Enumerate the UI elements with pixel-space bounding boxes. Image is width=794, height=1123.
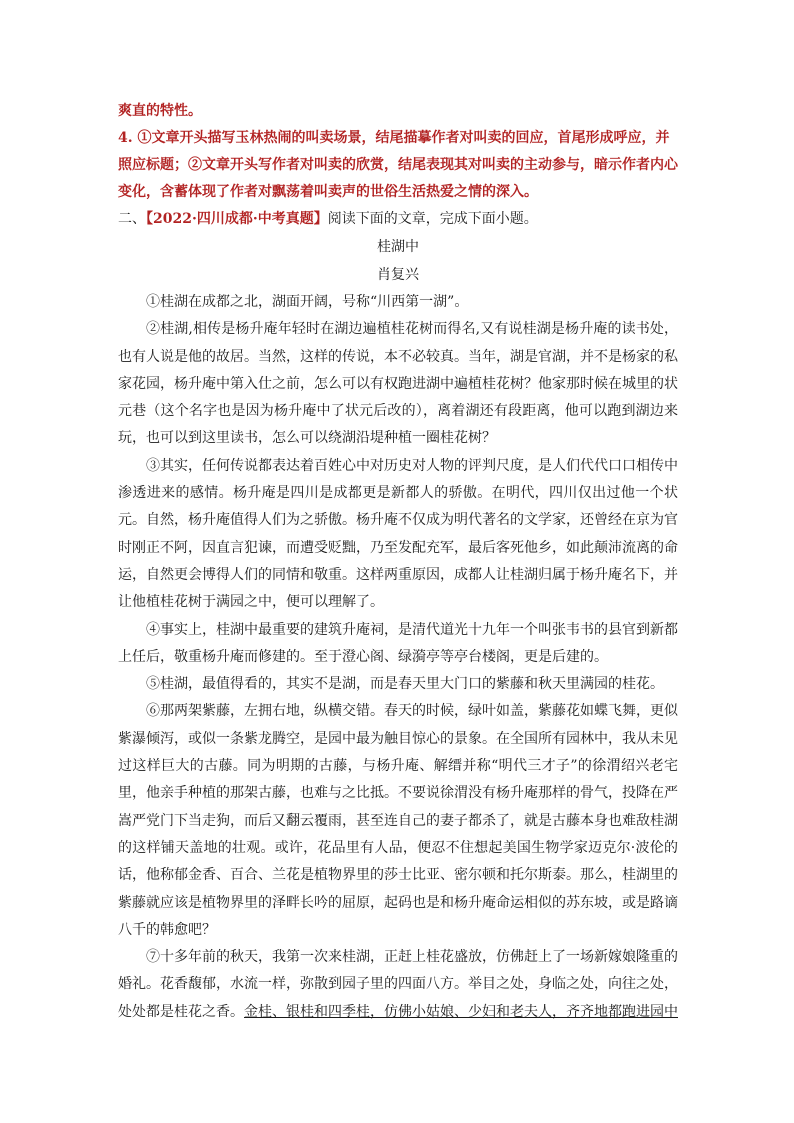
paragraph-2: ②桂湖,相传是杨升庵年轻时在湖边遍植桂花树而得名,又有说桂湖是杨升庵的读书处，也有人说是他的故居。当然，这样的传说，本不必较真。当年，湖是官湖，并不是杨家的私家花园，杨升庵中第入仕之前，怎么可以有权跑进湖中遍植桂花树？他家那时候在城里的状元巷（这个名字也是因为杨升庵中了状元后改的），离着湖还有段距离，他可以跑到湖边来玩，也可以到这里读书，怎么可以绕湖沿堤种植一圈桂花树？	[118, 321, 678, 447]
section-heading	[118, 206, 678, 233]
paragraph-4: ④事实上，桂湖中最重要的建筑升庵祠，是清代道光十九年一个叫张韦书的县官到新都上任后，敬重杨升庵而修建的。至于澄心阁、绿漪亭等亭台楼阁，更是后建的。	[118, 621, 678, 665]
underlined-sentence: 金桂、银桂和四季桂，仿佛小姑娘、少妇和老夫人，齐齐地都跑进园中	[244, 1003, 678, 1020]
paragraph-6: ⑥那两架紫藤，左拥右地，纵横交错。春天的时候，绿叶如盖，紫藤花如蝶飞舞，更似紫瀑倾泻，或似一条紫龙腾空，是园中最为触目惊心的景象。在全国所有园林中，我从未见过这样巨大的古藤。同为明期的古藤，与杨升庵、解缙并称“明代三才子”的徐渭绍兴老宅里，他亲手种植的那架古藤，也难与之比抵。不要说徐渭没有杨升庵那样的骨气，投降在严嵩严党门下当走狗，而后又翻云覆雨，甚至连自己的妻子都杀了，就是古藤本身也难敌桂湖的这样铺天盖地的壮观。或许，花品里有人品，便忍不住想起美国生物学家迈克尔·波伦的话，他称郁金香、百合、兰花是植物界里的莎士比亚、密尔顿和托尔斯泰。那么，桂湖里的紫藤就应该是植物界里的泽畔长吟的屈原，起码也是和杨升庵命运相似的苏东坡，或是路谪八千的韩愈吧？	[118, 703, 678, 938]
paragraph-1: ①桂湖在成都之北，湖面开阔，号称“川西第一湖”。	[146, 294, 469, 310]
exam-tag: 【2022·四川成都·中考真题】	[146, 211, 328, 227]
article-author: 肖复兴	[377, 267, 419, 283]
paragraph-3: ③其实，任何传说都表达着百姓心中对历史对人物的评判尺度，是人们代代口口相传中渗透进来的感情。杨升庵是四川是成都更是新都人的骄傲。在明代，四川仅出过他一个状元。自然，杨升庵值得人们为之骄傲。杨升庵不仅成为明代著名的文学家，还曾经在京为官时刚正不阿，因直言犯谏，而遭受贬黜，乃至发配充军，最后客死他乡，如此颠沛流离的命运，自然更会博得人们的同情和敬重。这样两重原因，成都人让桂湖归属于杨升庵名下，并让他植桂花树于满园之中，便可以理解了。	[118, 457, 678, 611]
document-page	[118, 98, 678, 1026]
section-instruction: 阅读下面的文章，完成下面小题。	[327, 211, 538, 227]
section-prefix: 二、	[118, 211, 146, 227]
paragraph-5: ⑤桂湖，最值得看的，其实不是湖，而是春天里大门口的紫藤和秋天里满园的桂花。	[146, 676, 664, 693]
answer-4: 4. ①文章开头描写玉林热闹的叫卖场景，结尾描摹作者对叫卖的回应，首尾形成呼应，并照应标题；②文章开头写作者对叫卖的欣赏，结尾表现其对叫卖的主动参与，暗示作者内心变化，含蓄体现了作者对飘荡着叫卖声的世俗生活热爱之情的深入。	[118, 130, 678, 200]
article-title: 桂湖中	[377, 239, 419, 255]
paragraph-7-text: ⑦十多年前的秋天，我第一次来桂湖，正赶上桂花盛放，仿佛赶上了一场新嫁娘隆重的婚礼。花香馥郁，水流一样，弥散到园子里的四面八方。举目之处，身临之处，向往之处，处处都是桂花之香。	[118, 949, 678, 1020]
answer-tail: 爽直的特性。	[118, 103, 202, 119]
paragraph-7	[118, 944, 678, 1026]
